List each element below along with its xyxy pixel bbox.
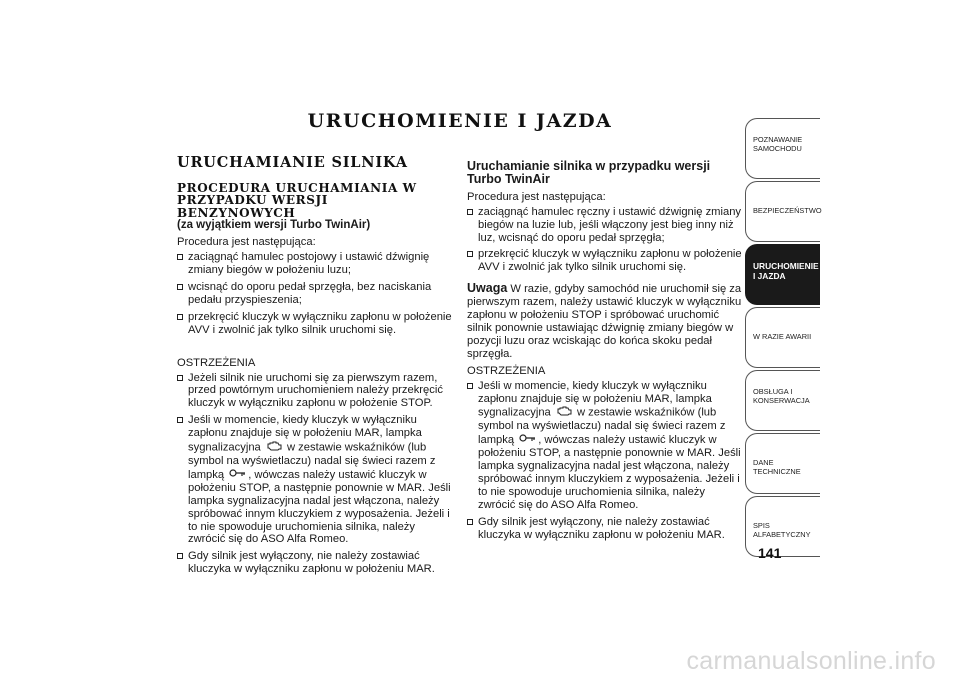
list-item: Gdy silnik jest wyłączony, nie należy zostawiać kluczyka w wyłączniku zapłonu w położeniu MAR. bbox=[467, 516, 742, 542]
engine-warning-icon bbox=[266, 440, 282, 455]
chapter-tabs bbox=[745, 118, 820, 559]
warnings-list bbox=[177, 372, 452, 577]
procedure-steps bbox=[467, 206, 742, 275]
note-label: Uwaga bbox=[467, 281, 508, 296]
warning-text: Jeśli w momencie, kiedy kluczyk w wyłączniku zapłonu znajduje się w położeniu MAR, lampka sygnalizacyjna bbox=[478, 379, 712, 419]
page-title: URUCHOMIENIE I JAZDA bbox=[307, 110, 613, 132]
twinair-heading: Uruchamianie silnika w przypadku wersji Turbo TwinAir bbox=[467, 159, 711, 186]
section-title: URUCHAMIANIE SILNIKA bbox=[177, 154, 408, 171]
list-item: zaciągnąć hamulec postojowy i ustawić dźwignię zmiany biegów w położeniu luzu; bbox=[177, 251, 452, 277]
tab-spis-alfabetyczny[interactable]: SPIS ALFABETYCZNY bbox=[745, 496, 820, 557]
tab-obsluga-i-konserwacja[interactable]: OBSŁUGA I KONSERWACJA bbox=[745, 370, 820, 431]
tab-w-razie-awarii[interactable]: W RAZIE AWARII bbox=[745, 307, 820, 368]
note-text: W razie, gdyby samochód nie uruchomił się za pierwszym razem, należy ustawić kluczyk w wyłączniku zapłonu w położeniu STOP i spróbować uruchomić silnik ponownie ustawiając dźwignię zmiany biegów w pozycji luzu oraz wciskając do końca skoku pedał sprzęgła. bbox=[467, 283, 742, 360]
tab-poznawanie-samochodu[interactable]: POZNAWANIE SAMOCHODU bbox=[745, 118, 820, 179]
tab-dane-techniczne[interactable]: DANE TECHNICZNE bbox=[745, 433, 820, 494]
subsection-title: PROCEDURA URUCHAMIANIA W PRZYPADKU WERSJI BENZYNOWYCH bbox=[177, 180, 417, 220]
tab-bezpieczenstwo[interactable]: BEZPIECZEŃSTWO bbox=[745, 181, 820, 242]
procedure-intro: Procedura jest następująca: bbox=[177, 236, 316, 249]
procedure-steps bbox=[177, 251, 452, 336]
engine-warning-icon bbox=[556, 405, 572, 420]
list-item: przekręcić kluczyk w wyłączniku zapłonu w położenie AVV i zwolnić jak tylko silnik uruchomi się. bbox=[467, 248, 742, 274]
list-item: Gdy silnik jest wyłączony, nie należy zostawiać kluczyka w wyłączniku zapłonu w położeniu MAR. bbox=[177, 550, 452, 576]
list-item: Jeżeli silnik nie uruchomi się za pierwszym razem, przed powtórnym uruchomieniem należy przekręcić kluczyk w wyłączniku zapłonu w położenie STOP. bbox=[177, 372, 452, 411]
watermark: carmanualsonline.info bbox=[686, 647, 936, 675]
left-column bbox=[177, 154, 452, 580]
warning-text: , wówczas należy ustawić kluczyk w położeniu STOP, a następnie ponownie w MAR. Jeśli lampka sygnalizacyjna nadal jest włączona, należy spróbować innym kluczykiem z wyposażenia. Jeżeli i to nie spowoduje uruchomienia silnika, należy zwrócić się do ASO Alfa Romeo. bbox=[478, 434, 741, 511]
list-item bbox=[467, 380, 742, 512]
warning-text: , wówczas należy ustawić kluczyk w położeniu STOP, a następnie ponownie w MAR. Jeśli lampka sygnalizacyjna nadal jest włączona, należy spróbować innym kluczykiem z wyposażenia. Jeżeli i to nie spowoduje uruchomienia silnika, należy zwrócić się do ASO Alfa Romeo. bbox=[188, 468, 451, 546]
list-item: wcisnąć do oporu pedał sprzęgła, bez naciskania pedału przyspieszenia; bbox=[177, 281, 452, 307]
note-paragraph bbox=[467, 282, 742, 360]
right-column bbox=[467, 160, 742, 545]
subsection-note: (za wyjątkiem wersji Turbo TwinAir) bbox=[177, 219, 371, 232]
warning-text: w zestawie wskaźników (lub symbol na wyświetlaczu) nadal się świeci razem z lampką bbox=[478, 406, 726, 447]
key-icon bbox=[229, 468, 246, 482]
procedure-intro: Procedura jest następująca: bbox=[467, 190, 606, 203]
list-item: przekręcić kluczyk w wyłączniku zapłonu w położenie AVV i zwolnić jak tylko silnik uruchomi się. bbox=[177, 311, 452, 337]
key-icon bbox=[519, 433, 536, 447]
warnings-heading: OSTRZEŻENIA bbox=[467, 364, 546, 377]
warning-text: Jeśli w momencie, kiedy kluczyk w wyłączniku zapłonu znajduje się w położeniu MAR, lampka sygnalizacyjna bbox=[188, 414, 422, 454]
page-number: 141 bbox=[758, 545, 782, 561]
warnings-list bbox=[467, 380, 742, 542]
list-item bbox=[177, 414, 452, 546]
warnings-heading: OSTRZEŻENIA bbox=[177, 356, 256, 369]
tab-uruchomienie-i-jazda[interactable]: URUCHOMIENIE I JAZDA bbox=[745, 244, 820, 305]
warning-text: w zestawie wskaźników (lub symbol na wyświetlaczu) nadal się świeci razem z lampką bbox=[188, 441, 436, 481]
list-item: zaciągnąć hamulec ręczny i ustawić dźwignię zmiany biegów na luzie lub, jeśli włączony jest bieg inny niż luz, wcisnąć do oporu pedał sprzęgła; bbox=[467, 206, 742, 245]
